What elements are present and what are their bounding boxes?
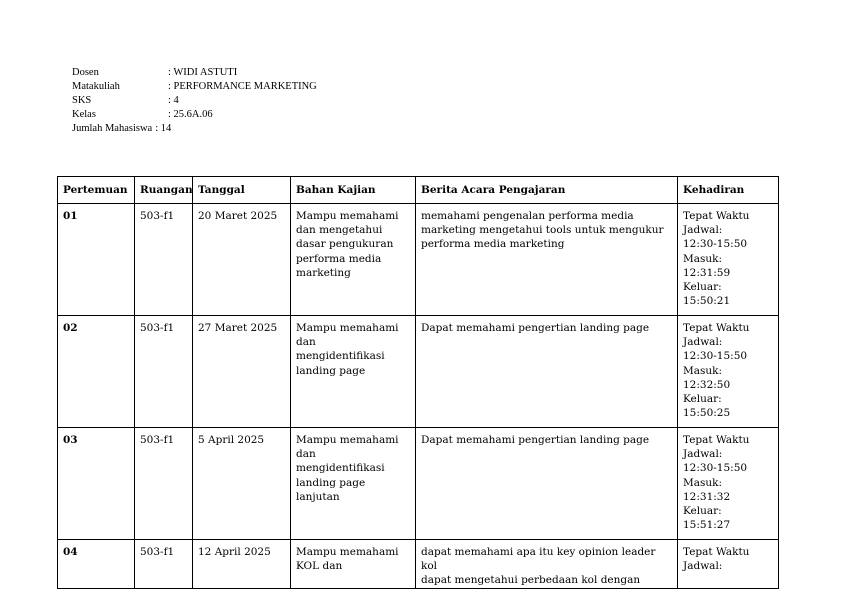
bahan-line: landing page [296, 364, 366, 377]
bahan-line: dasar pengukuran [296, 238, 394, 251]
cell-ruangan: 503-f1 [135, 204, 193, 316]
bahan-line: Mampu memahami [296, 210, 399, 222]
bahan-line: dan mengetahui [296, 224, 383, 237]
berita-line: memahami pengenalan performa media [421, 210, 634, 222]
header-pertemuan: Pertemuan [58, 177, 135, 204]
bahan-line: performa media [296, 252, 382, 265]
bahan-line: Mampu memahami [296, 434, 399, 446]
kehadiran-line: Tepat Waktu [683, 210, 750, 222]
cell-ruangan: 503-f1 [135, 428, 193, 540]
header-bahan-kajian: Bahan Kajian [291, 177, 416, 204]
berita-line: Dapat memahami pengertian landing page [421, 434, 650, 446]
kehadiran-line: 12:32:50 [683, 378, 731, 391]
kehadiran-line: Jadwal: [683, 336, 723, 349]
bahan-line: Mampu memahami [296, 322, 399, 334]
cell-tanggal: 20 Maret 2025 [193, 204, 291, 316]
jumlah-mahasiswa-label: Jumlah Mahasiswa [72, 123, 153, 134]
dosen-label: Dosen [72, 67, 99, 78]
cell-ruangan: 503-f1 [135, 540, 193, 589]
cell-pertemuan: 03 [58, 428, 135, 540]
kehadiran-line: Keluar: [683, 505, 722, 518]
berita-line: Dapat memahami pengertian landing page [421, 322, 650, 334]
cell-berita-acara [416, 204, 678, 316]
info-kelas [72, 108, 317, 122]
bahan-line: marketing [296, 266, 351, 279]
kehadiran-line: Tepat Waktu [683, 322, 750, 334]
bahan-line: dan [296, 336, 316, 349]
attendance-table [57, 176, 779, 589]
bahan-line: KOL dan [296, 560, 343, 573]
cell-kehadiran [678, 540, 779, 589]
course-info [72, 66, 317, 136]
header-tanggal: Tanggal [193, 177, 291, 204]
jumlah-mahasiswa-value: : 14 [155, 123, 172, 134]
cell-bahan-kajian [291, 428, 416, 540]
table-row [58, 540, 779, 589]
cell-pertemuan: 01 [58, 204, 135, 316]
cell-berita-acara [416, 540, 678, 589]
table-header-row [58, 177, 779, 204]
kelas-value: : 25.6A.06 [168, 109, 213, 120]
bahan-line: dan [296, 448, 316, 461]
table-row [58, 204, 779, 316]
berita-line: performa media marketing [421, 238, 565, 251]
info-matakuliah [72, 80, 317, 94]
berita-line: marketing mengetahui tools untuk mengukur [421, 224, 664, 237]
kehadiran-line: 12:31:32 [683, 490, 731, 503]
matakuliah-label: Matakuliah [72, 81, 120, 92]
bahan-line: Mampu memahami [296, 546, 399, 558]
kehadiran-line: Keluar: [683, 393, 722, 406]
kehadiran-line: Jadwal: [683, 448, 723, 461]
matakuliah-value: : PERFORMANCE MARKETING [168, 81, 317, 92]
sks-label: SKS [72, 95, 92, 106]
header-berita-acara: Berita Acara Pengajaran [416, 177, 678, 204]
cell-pertemuan: 02 [58, 316, 135, 428]
kehadiran-line: 12:30-15:50 [683, 238, 748, 251]
cell-tanggal: 27 Maret 2025 [193, 316, 291, 428]
cell-kehadiran [678, 204, 779, 316]
cell-berita-acara [416, 316, 678, 428]
cell-bahan-kajian [291, 540, 416, 589]
dosen-value: : WIDI ASTUTI [168, 67, 238, 78]
kelas-label: Kelas [72, 109, 96, 120]
header-ruangan: Ruangan [135, 177, 193, 204]
berita-line: dapat memahami apa itu key opinion leader kol [421, 546, 656, 573]
cell-bahan-kajian [291, 316, 416, 428]
cell-kehadiran [678, 428, 779, 540]
kehadiran-line: Jadwal: [683, 224, 723, 237]
info-jumlah-mahasiswa [72, 122, 317, 136]
cell-kehadiran [678, 316, 779, 428]
cell-ruangan: 503-f1 [135, 316, 193, 428]
kehadiran-line: 15:51:27 [683, 519, 731, 532]
kehadiran-line: Tepat Waktu [683, 546, 750, 558]
kehadiran-line: 12:30-15:50 [683, 350, 748, 363]
bahan-line: mengidentifikasi [296, 350, 385, 363]
bahan-line: landing page lanjutan [296, 476, 366, 503]
cell-bahan-kajian [291, 204, 416, 316]
kehadiran-line: Masuk: [683, 252, 723, 265]
cell-tanggal: 5 April 2025 [193, 428, 291, 540]
cell-berita-acara [416, 428, 678, 540]
berita-line: dapat mengetahui perbedaan kol dengan [421, 574, 641, 587]
kehadiran-line: Jadwal: [683, 560, 723, 573]
kehadiran-line: Masuk: [683, 476, 723, 489]
info-dosen [72, 66, 317, 80]
table-row [58, 428, 779, 540]
kehadiran-line: Keluar: [683, 281, 722, 294]
sks-value: : 4 [168, 95, 179, 106]
table-row [58, 316, 779, 428]
kehadiran-line: Tepat Waktu [683, 434, 750, 446]
header-kehadiran: Kehadiran [678, 177, 779, 204]
kehadiran-line: 15:50:21 [683, 295, 731, 308]
cell-pertemuan: 04 [58, 540, 135, 589]
cell-tanggal: 12 April 2025 [193, 540, 291, 589]
kehadiran-line: 12:30-15:50 [683, 462, 748, 475]
kehadiran-line: 12:31:59 [683, 266, 731, 279]
kehadiran-line: 15:50:25 [683, 407, 731, 420]
kehadiran-line: Masuk: [683, 364, 723, 377]
bahan-line: mengidentifikasi [296, 462, 385, 475]
info-sks [72, 94, 317, 108]
